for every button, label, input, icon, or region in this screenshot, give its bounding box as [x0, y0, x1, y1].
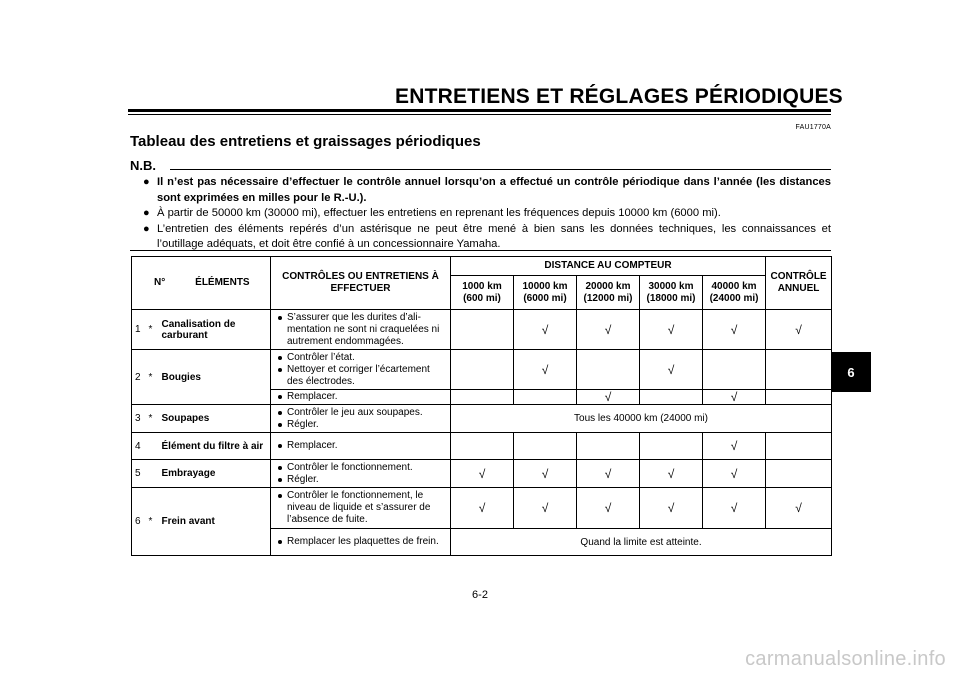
check-mark: √	[640, 310, 703, 350]
check-mark: √	[577, 310, 640, 350]
header-annual: CONTRÔLE ANNUEL	[766, 257, 832, 310]
check-mark: √	[766, 488, 832, 529]
check-mark: √	[703, 310, 766, 350]
check-mark: √	[514, 488, 577, 529]
nb-rule	[170, 169, 831, 170]
header-interval: 1000 km (600 mi)	[451, 276, 514, 310]
check-mark: √	[514, 460, 577, 488]
nb-note: ● Il n’est pas nécessaire d’effectuer le contrôle annuel lorsqu’on a effectué un contrôle périodique dans l’année (les distances sont exprimées en milles pour le R.-U.).	[143, 176, 831, 204]
watermark: carmanualsonline.info	[745, 648, 946, 670]
check-mark: √	[703, 390, 766, 405]
nb-note: ● À partir de 50000 km (30000 mi), effectuer les entretiens en reprenant les fréquences depuis 10000 km (6000 mi).	[143, 206, 831, 222]
check-mark: √	[703, 488, 766, 529]
bullet-icon: ●	[143, 222, 150, 235]
header-interval: 20000 km (12000 mi)	[577, 276, 640, 310]
check-mark: √	[577, 488, 640, 529]
check-mark: √	[451, 460, 514, 488]
header-number-elements: N° ÉLÉMENTS	[132, 257, 271, 310]
bullet-icon: ●	[143, 207, 150, 219]
header-rule-thick	[128, 109, 831, 112]
header-interval: 30000 km (18000 mi)	[640, 276, 703, 310]
chapter-tab: 6	[831, 352, 871, 392]
table-row: Remplacer. √ √	[132, 390, 832, 405]
check-mark: √	[766, 310, 832, 350]
table-row: 2 * Bougies Contrôler l’état. Nettoyer et corriger l’écartement des électrodes. √ √	[132, 350, 832, 390]
header-interval: 10000 km (6000 mi)	[514, 276, 577, 310]
bullet-icon: ●	[143, 176, 150, 188]
check-mark: √	[577, 460, 640, 488]
reference-code: FAU1770A	[795, 124, 831, 131]
header-controls: CONTRÔLES OU ENTRETIENS À EFFECTUER	[271, 257, 451, 310]
table-row: 5 Embrayage Contrôler le fonctionnement. Régler. √ √ √ √ √	[132, 460, 832, 488]
header-rule-thin	[128, 114, 831, 115]
page-number: 6-2	[472, 589, 488, 601]
check-mark: √	[451, 488, 514, 529]
header-distance: DISTANCE AU COMPTEUR	[451, 257, 766, 276]
nb-note: ● L’entretien des éléments repérés d’un astérisque ne peut être mené à bien sans les données techniques, les connaissances et l’outillage adéquats, et doit être confié à un concessionnaire Yamaha.	[143, 222, 831, 250]
header-interval: 40000 km (24000 mi)	[703, 276, 766, 310]
section-title: Tableau des entretiens et graissages périodiques	[130, 133, 481, 150]
check-mark: √	[514, 350, 577, 390]
table-row: 6 * Frein avant Contrôler le fonctionnement, le niveau de liquide et s’assurer de l’absence de fuite. √ √ √ √ √ √	[132, 488, 832, 529]
check-mark: √	[514, 310, 577, 350]
check-mark: √	[703, 433, 766, 460]
table-header-row	[132, 257, 832, 276]
table-row: 4 Élément du filtre à air Remplacer. √	[132, 433, 832, 460]
nb-notes	[143, 175, 831, 253]
table-row: 1 * Canalisation de carburant S’assurer que les durites d’ali-mentation ne sont ni craquelées ni autrement endommagées. √ √ √ √ √	[132, 310, 832, 350]
notes-rule	[130, 250, 831, 251]
check-mark: √	[640, 460, 703, 488]
table-row: 3 * Soupapes Contrôler le jeu aux soupapes. Régler. Tous les 40000 km (24000 mi)	[132, 405, 832, 433]
check-mark: √	[640, 488, 703, 529]
check-mark: √	[640, 350, 703, 390]
maintenance-table	[131, 256, 832, 556]
page-title: ENTRETIENS ET RÉGLAGES PÉRIODIQUES	[395, 85, 843, 108]
check-mark: √	[577, 390, 640, 405]
nb-label: N.B.	[130, 158, 156, 173]
check-mark: √	[703, 460, 766, 488]
table-row: Remplacer les plaquettes de frein. Quand la limite est atteinte.	[132, 529, 832, 556]
